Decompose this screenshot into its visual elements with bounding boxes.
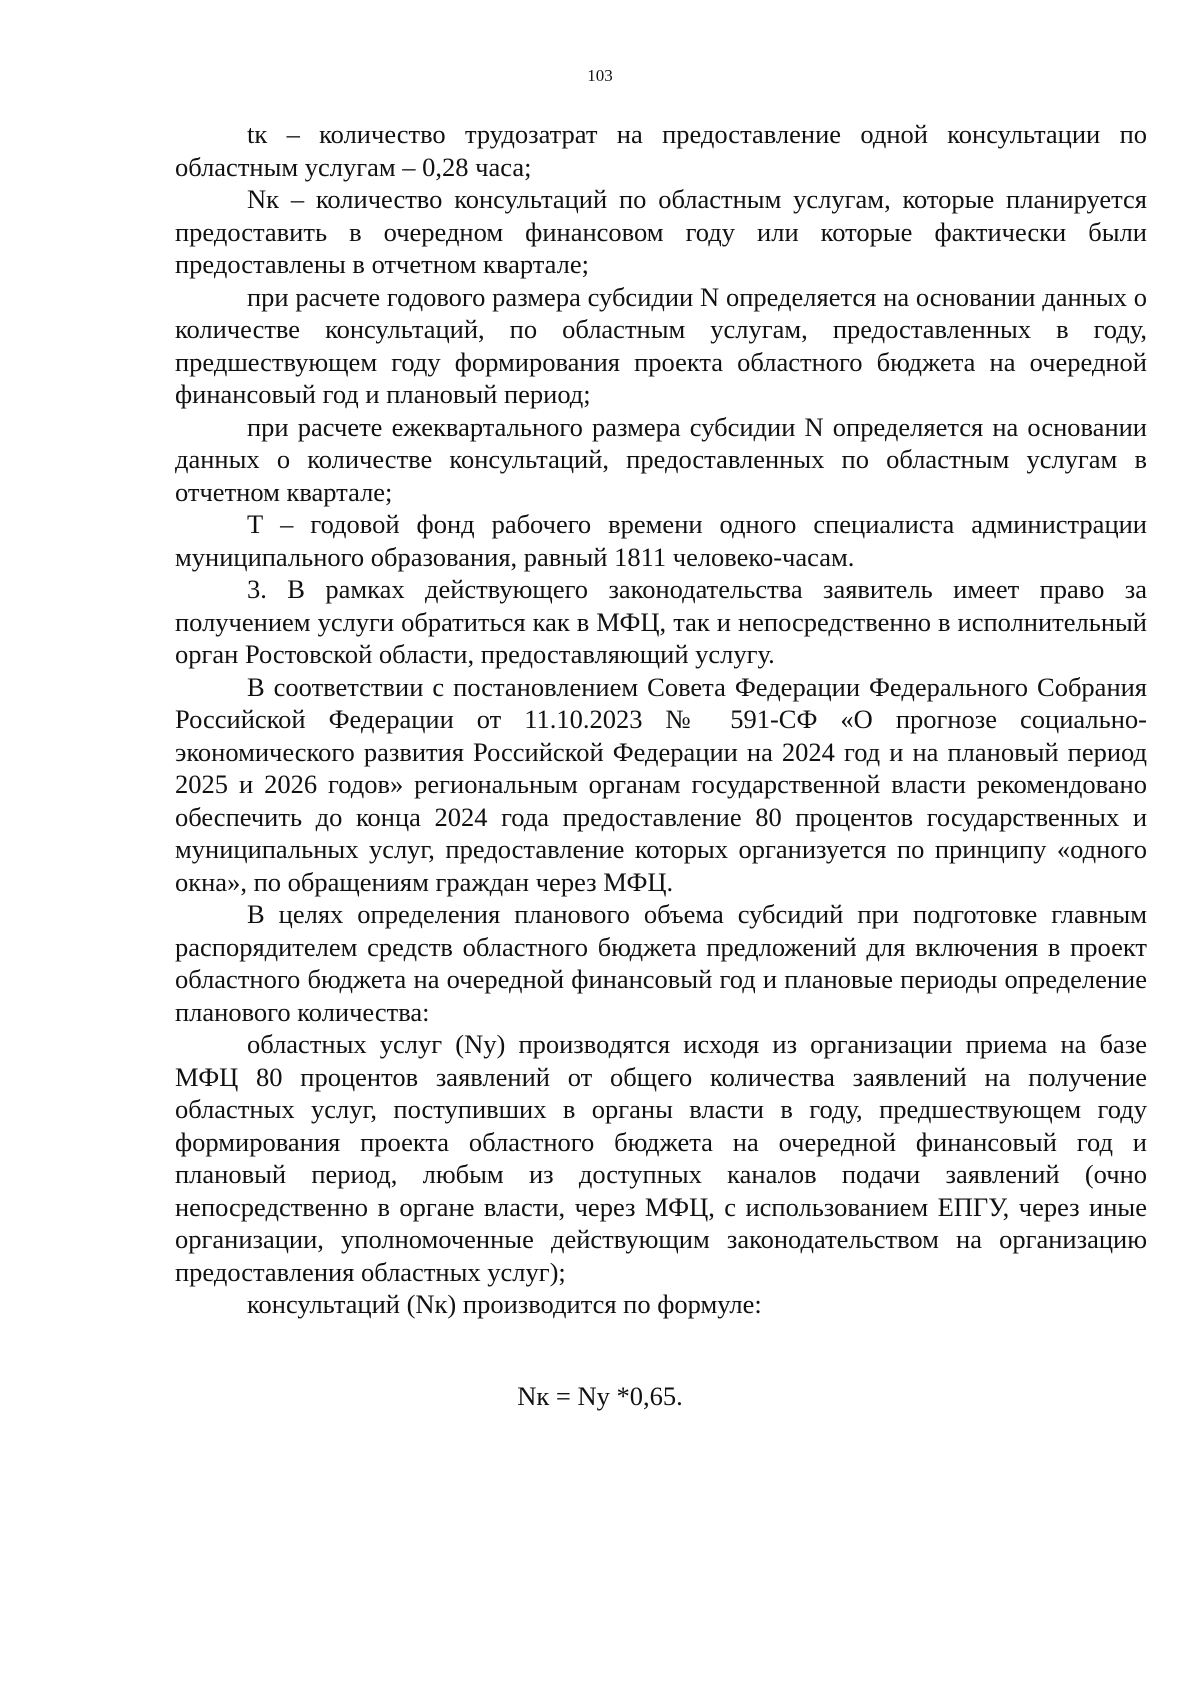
paragraph-nk-definition: Nк – количество консультаций по областным услугам, которые планируется предоставить в очередном финансовом году или которые фактически были предоставлены в отчетном квартале; xyxy=(175,184,1147,279)
paragraph-planning-purpose: В целях определения планового объема субсидий при подготовке главным распорядителем средств областного бюджета предложений для включения в проект областного бюджета на очередной финансовый год и плановые периоды определение планового количества: xyxy=(175,899,1147,1027)
paragraph-federation-council: В соответствии с постановлением Совета Федерации Федерального Собрания Российской Федерации от 11.10.2023 № 591-СФ «О прогнозе социально-экономического развития Российской Федерации на 2024 год и на плановый период 2025 и 2026 годов» региональным органам государственной власти рекомендовано обеспечить до конца 2024 года предоставление 80 процентов государственных и муниципальных услуг, предоставление которых организуется по принципу «одного окна», по обращениям граждан через МФЦ. xyxy=(175,671,1147,897)
document-body xyxy=(175,118,1147,1321)
page-number: 103 xyxy=(587,66,613,85)
paragraph-t-definition: Т – годовой фонд рабочего времени одного специалиста администрации муниципального образования, равный 1811 человеко-часам. xyxy=(175,509,1147,572)
formula: Nк = Nу *0,65. xyxy=(517,1381,683,1411)
paragraph-consultations-formula-intro: консультаций (Nк) производится по формуле: xyxy=(247,1289,762,1319)
paragraph-section-3: 3. В рамках действующего законодательства заявитель имеет право за получением услуги обратиться как в МФЦ, так и непосредственно в исполнительный орган Ростовской области, предоставляющий услугу. xyxy=(175,574,1147,669)
paragraph-annual-subsidy: при расчете годового размера субсидии N определяется на основании данных о количестве консультаций, по областным услугам, предоставленных в году, предшествующем году формирования проекта областного бюджета на очередной финансовый год и плановый период; xyxy=(175,281,1147,409)
paragraph-quarterly-subsidy: при расчете ежеквартального размера субсидии N определяется на основании данных о количестве консультаций, предоставленных по областным услугам в отчетном квартале; xyxy=(175,411,1147,507)
paragraph-tk-definition: tк – количество трудозатрат на предоставление одной консультации по областным услугам – 0,28 часа; xyxy=(175,119,1147,182)
paragraph-regional-services: областных услуг (Nу) производятся исходя из организации приема на базе МФЦ 80 процентов заявлений от общего количества заявлений на получение областных услуг, поступивших в органы власти в году, предшествующем году формирования проекта областного бюджета на очередной финансовый год и плановый период, любым из доступных каналов подачи заявлений (очно непосредственно в органе власти, через МФЦ, с использованием ЕПГУ, через иные организации, уполномоченные действующим законодательством на организацию предоставления областных услуг); xyxy=(175,1029,1147,1287)
